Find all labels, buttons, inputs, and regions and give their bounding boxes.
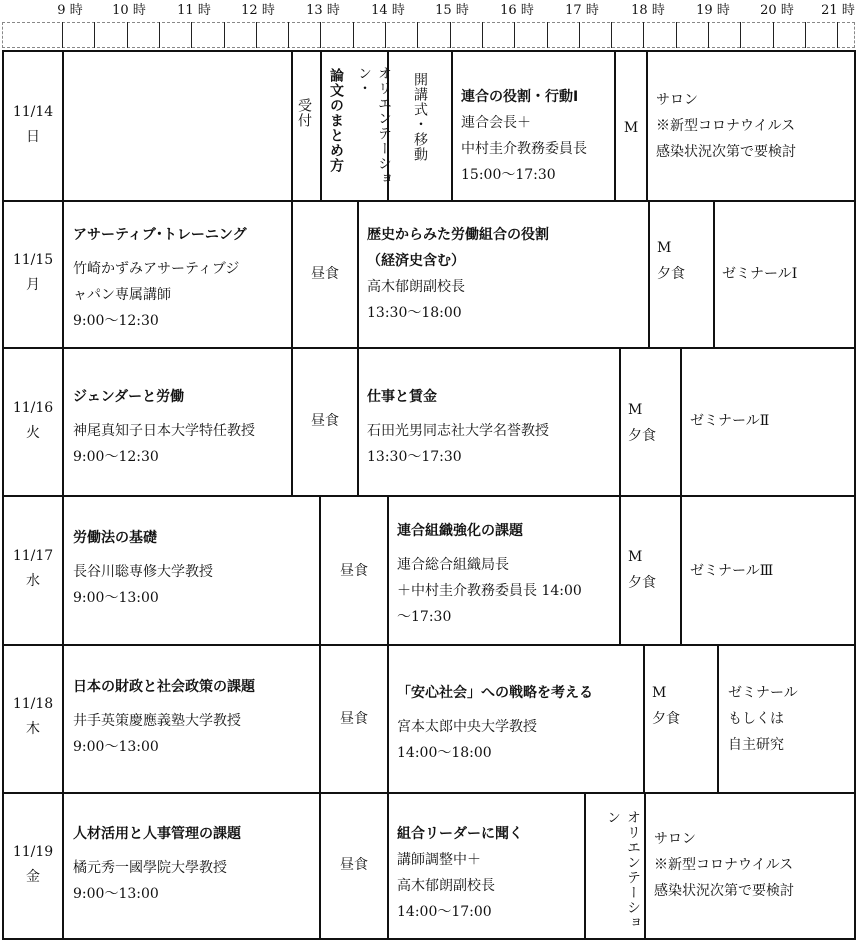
cell-divider xyxy=(680,347,682,495)
ruler-tick xyxy=(62,22,63,48)
cell-divider xyxy=(644,792,646,940)
session-d3-morning: ジェンダーと労働 神尾真知子日本大学特任教授 9:00〜12:30 xyxy=(73,384,255,470)
session-title: 仕事と賃金 xyxy=(367,389,437,405)
lunch-cell: 昼食 xyxy=(340,857,368,873)
seminar-cell: ゼミナールⅠ xyxy=(722,266,798,282)
session-d4-afternoon: 連合組織強化の課題 連合総合組織局長 ＋中村圭介教務委員長 14:00 〜17:30 xyxy=(397,518,582,630)
lunch-cell: 昼食 xyxy=(311,266,339,282)
lunch-cell: 昼食 xyxy=(311,413,339,429)
session-d5-morning: 日本の財政と社会政策の課題 井手英策慶應義塾大学教授 9:00〜13:00 xyxy=(73,674,255,760)
hour-label: 19 時 xyxy=(696,3,730,18)
ruler-tick xyxy=(450,22,451,48)
day-label: 11/14 日 xyxy=(12,104,54,145)
lunch-cell: 昼食 xyxy=(340,711,368,727)
time-ruler xyxy=(2,22,855,48)
session-line: 中村圭介教務委員長 xyxy=(461,141,587,157)
session-title: 労働法の基礎 xyxy=(73,530,157,546)
orientation-cell: オリエンテーション xyxy=(605,810,641,930)
session-title: 「安心社会」への戦略を考える xyxy=(397,685,593,701)
session-title: アサーティブ･トレーニング xyxy=(73,227,247,243)
orientation-bold-text: 論文のまとめ方 xyxy=(328,68,344,173)
hour-label: 15 時 xyxy=(435,3,469,18)
session-title: 組合リーダーに聞く xyxy=(397,826,523,842)
session-d3-afternoon: 仕事と賃金 石田光男同志社大学名誉教授 13:30〜17:30 xyxy=(367,384,549,470)
session-time: 15:00〜17:30 xyxy=(461,167,556,183)
ruler-tick xyxy=(224,22,225,48)
seminar-cell: ゼミナールⅢ xyxy=(690,563,774,579)
day-label: 11/19 金 xyxy=(12,844,54,885)
ruler-tick xyxy=(159,22,160,48)
cell-divider xyxy=(584,792,586,940)
cell-divider xyxy=(387,792,389,940)
hour-label: 11 時 xyxy=(177,3,211,18)
session-title: 人材活用と人事管理の課題 xyxy=(73,826,241,842)
m-cell: M xyxy=(623,120,639,136)
ruler-tick xyxy=(611,22,612,48)
ruler-tick xyxy=(482,22,483,48)
ruler-tick xyxy=(740,22,741,48)
hour-label: 14 時 xyxy=(371,3,405,18)
cell-divider xyxy=(357,347,359,495)
hour-label: 20 時 xyxy=(760,3,794,18)
session-d2-morning: アサーティブ･トレーニング 竹崎かずみアサーティブジ ャパン専属講師 9:00〜12:30 xyxy=(73,222,247,334)
opening-ceremony-cell: 開講式・移動 xyxy=(412,72,428,162)
ruler-tick xyxy=(547,22,548,48)
cell-divider xyxy=(713,200,715,347)
hour-label: 16 時 xyxy=(500,3,534,18)
reception-cell: 受付 xyxy=(296,98,312,128)
session-title: 日本の財政と社会政策の課題 xyxy=(73,679,255,695)
seminar-cell: ゼミナール もしくは 自主研究 xyxy=(728,685,798,753)
cell-divider xyxy=(717,644,719,792)
day-label: 11/16 火 xyxy=(12,400,54,441)
cell-divider xyxy=(387,644,389,792)
session-title: ジェンダーと労働 xyxy=(73,389,185,405)
session-title: 歴史からみた労働組合の役割 xyxy=(367,227,549,243)
ruler-tick xyxy=(708,22,709,48)
ruler-tick xyxy=(127,22,128,48)
cell-divider xyxy=(291,50,293,200)
ruler-tick xyxy=(191,22,192,48)
cell-divider xyxy=(619,347,621,495)
salon-cell: サロン ※新型コロナウイルス 感染状況次第で要検討 xyxy=(654,831,794,899)
hour-label: 12 時 xyxy=(241,3,275,18)
cell-divider xyxy=(619,495,621,644)
ruler-tick xyxy=(385,22,386,48)
row-divider xyxy=(2,200,856,202)
hour-label: 18 時 xyxy=(631,3,665,18)
ruler-tick xyxy=(353,22,354,48)
ruler-tick xyxy=(643,22,644,48)
hour-label: 10 時 xyxy=(112,3,146,18)
date-column-divider xyxy=(62,50,64,940)
ruler-tick xyxy=(773,22,774,48)
hour-label: 17 時 xyxy=(565,3,599,18)
hour-label: 9 時 xyxy=(57,3,83,18)
session-d6-afternoon: 組合リーダーに聞く 講師調整中＋ 高木郁朗副校長 14:00〜17:00 xyxy=(397,821,523,925)
ruler-tick xyxy=(256,22,257,48)
salon-cell: サロン ※新型コロナウイルス 感染状況次第で要検討 xyxy=(656,92,796,160)
row-divider xyxy=(2,792,856,794)
session-line: 連合会長＋ xyxy=(461,115,531,131)
hour-label: 21 時 xyxy=(821,3,855,18)
cell-divider xyxy=(357,200,359,347)
row-divider xyxy=(2,644,856,646)
session-d1 xyxy=(461,84,587,188)
m-dinner-cell: M 夕食 xyxy=(657,240,685,282)
ruler-tick xyxy=(417,22,418,48)
day-label: 11/18 木 xyxy=(12,696,54,737)
lunch-cell: 昼食 xyxy=(340,563,368,579)
m-dinner-cell: M 夕食 xyxy=(628,402,656,444)
ruler-tick xyxy=(288,22,289,48)
session-d6-morning: 人材活用と人事管理の課題 橘元秀一國學院大學教授 9:00〜13:00 xyxy=(73,821,241,907)
ruler-tick xyxy=(676,22,677,48)
day-label: 11/17 水 xyxy=(12,548,54,589)
session-title: 連合組織強化の課題 xyxy=(397,523,523,539)
cell-divider xyxy=(680,495,682,644)
session-d5-afternoon: 「安心社会」への戦略を考える 宮本太郎中央大学教授 14:00〜18:00 xyxy=(397,680,593,766)
seminar-cell: ゼミナールⅡ xyxy=(690,413,770,429)
cell-divider xyxy=(646,50,648,200)
cell-divider xyxy=(648,200,650,347)
m-dinner-cell: M 夕食 xyxy=(652,685,680,727)
row-divider xyxy=(2,347,856,349)
ruler-tick xyxy=(805,22,806,48)
day-label: 11/15 月 xyxy=(12,252,54,293)
ruler-tick xyxy=(94,22,95,48)
cell-divider xyxy=(320,50,322,200)
ruler-tick xyxy=(514,22,515,48)
m-dinner-cell: M 夕食 xyxy=(628,549,656,591)
hour-label: 13 時 xyxy=(306,3,340,18)
orientation-text: オリエンテーション・ xyxy=(356,66,392,186)
ruler-tick xyxy=(320,22,321,48)
cell-divider xyxy=(451,50,453,200)
row-divider xyxy=(2,495,856,497)
ruler-tick xyxy=(579,22,580,48)
session-d4-morning: 労働法の基礎 長谷川聡専修大学教授 9:00〜13:00 xyxy=(73,525,213,611)
session-title: 連合の役割・行動Ⅰ xyxy=(461,89,579,105)
session-d2-afternoon: 歴史からみた労働組合の役割 （経済史含む） 高木郁朗副校長 13:30〜18:00 xyxy=(367,222,549,326)
cell-divider xyxy=(643,644,645,792)
ruler-tick xyxy=(837,22,838,48)
cell-divider xyxy=(387,495,389,644)
